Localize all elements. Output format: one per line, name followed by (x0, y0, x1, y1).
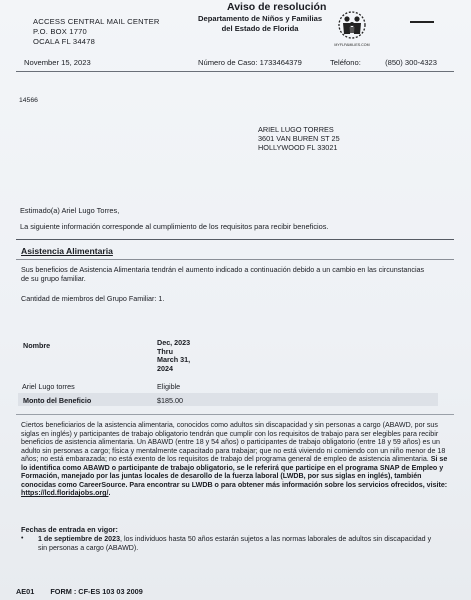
recipient-street: 3601 VAN BUREN ST 25 (258, 134, 340, 143)
period-line: 2024 (157, 363, 173, 373)
logo-text: MYFLFAMILIES.COM (334, 43, 370, 47)
abawd-paragraph (21, 421, 451, 498)
table-cell-status: Eligible (157, 382, 181, 391)
recipient-city: HOLLYWOOD FL 33021 (258, 143, 338, 152)
section-title: Asistencia Alimentaria (21, 246, 113, 256)
sender-address (33, 17, 160, 46)
recipient-address (258, 125, 340, 152)
case-number: Número de Caso: 1733464379 (198, 58, 302, 67)
divider (16, 259, 454, 260)
divider (16, 239, 454, 240)
department-name (198, 14, 322, 33)
bullet-icon: • (21, 535, 24, 542)
phone (330, 58, 437, 67)
notice-date: November 15, 2023 (24, 58, 91, 67)
period-line: Dec, 2023 (157, 338, 191, 347)
department-line: Departamento de Niños y Familias (198, 14, 323, 23)
notice-title: Aviso de resolución (227, 1, 327, 13)
recipient-name: ARIEL LUGO TORRES (258, 125, 334, 134)
effective-dates-title: Fechas de entrada en vigor: (21, 525, 118, 534)
benefit-label: Monto del Beneficio (23, 396, 92, 405)
period-line: Thru (157, 346, 173, 356)
abawd-end: . (108, 489, 111, 498)
floridajobs-link[interactable]: https://lcd.floridajobs.org/ (21, 489, 109, 498)
form-number: FORM : CF-ES 103 03 2009 (50, 587, 143, 596)
reference-number: 14566 (19, 97, 38, 104)
table-header-name: Nombre (23, 341, 51, 350)
effective-date: 1 de septiembre de 2023 (38, 535, 121, 543)
header-dash (410, 21, 434, 23)
phone-label: Teléfono: (330, 58, 361, 67)
phone-number: (850) 300-4323 (385, 58, 438, 67)
greeting: Estimado(a) Ariel Lugo Torres, (20, 206, 120, 215)
intro-text: La siguiente información corresponde al cumplimiento de los requisitos para recibir beneficios. (20, 222, 329, 231)
abawd-bold-text: Si se lo identifica como ABAWD o participante de trabajo obligatorio, se le referirá que participe en el programa SNAP de Empleo y Formación, manejado por las juntas locales de desarollo de la fuerza laboral (LWDB, por sus siglas en inglés), también conocidas como CareerSource. Para encontrar su LWDB o para obtener más información sobre los servicios ofrecidos, visite: (21, 455, 448, 489)
form-footer (16, 587, 143, 596)
form-code: AE01 (16, 587, 35, 596)
sender-line: P.O. BOX 1770 (33, 26, 87, 36)
effective-date-item (38, 535, 438, 552)
abawd-plain-text: Ciertos beneficiarios de la asistencia alimentaria, conocidos como adultos sin discapacidad y sin personas a cargo (ABAWD, por sus siglas en inglés) y participantes de trabajo obligatorio tendrán que cumplir con los requisitos de trabajo para ser elegibles para recibir beneficios de asistencia alimentaria. Un ABAWD (entre 18 y 54 años) o participantes de trabajo obligatorio (entre 18 y 59 años) es un adulto sin personas a cargo; física y mentalmente capacitado para trabajar; que no está viviendo ni comiendo con un niño menor de 18 años; no está embarazada; no está exento de los requisitos de trabajo del programa general de empleo de asistencia alimentaria. (21, 421, 446, 464)
divider (16, 414, 454, 415)
household-members: Cantidad de miembros del Grupo Familiar: 1. (21, 294, 165, 303)
period-line: March 31, (157, 355, 191, 365)
department-line: del Estado de Florida (221, 23, 299, 33)
table-header-period (157, 339, 190, 373)
dcf-family-logo (333, 9, 371, 49)
sender-line: ACCESS CENTRAL MAIL CENTER (33, 17, 160, 26)
section-paragraph: Sus beneficios de Asistencia Alimentaria tendrán el aumento indicado a continuación debido a un cambio en las circunstancias de su grupo familiar. (21, 265, 425, 283)
sender-line: OCALA FL 34478 (33, 36, 96, 46)
benefit-amount: $185.00 (157, 396, 183, 405)
effective-date-text: , los individuos hasta 50 años estarán sujetos a las normas laborales de adultos sin discapacidad y sin personas a cargo (ABAWD). (38, 535, 432, 552)
divider (16, 71, 454, 72)
table-cell-person: Ariel Lugo torres (22, 382, 75, 391)
